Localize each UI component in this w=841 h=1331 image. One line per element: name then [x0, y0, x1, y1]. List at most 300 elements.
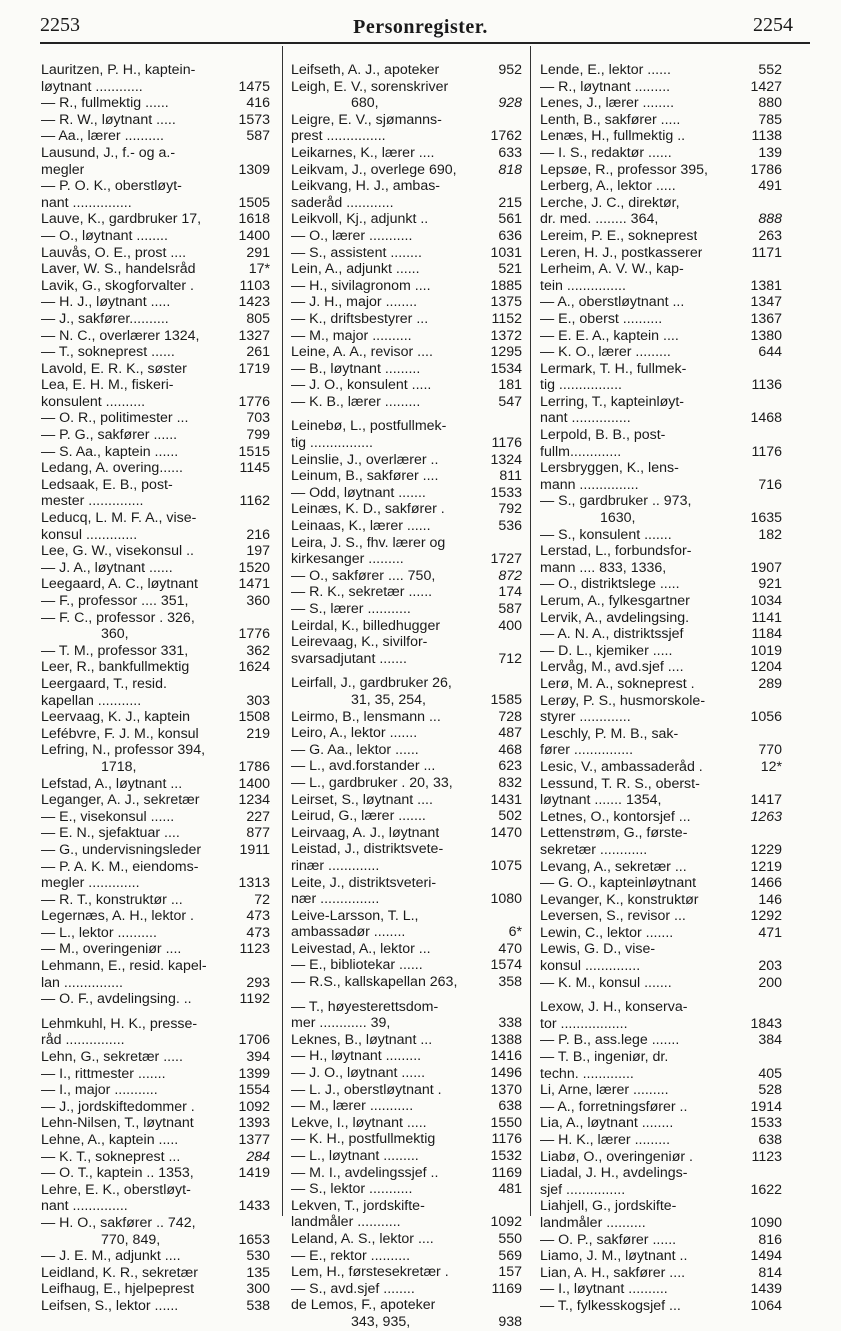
entry-page-number: 1092	[238, 1098, 270, 1115]
register-entry	[291, 758, 522, 775]
entry-text: Lervik, A., avdelingsing.	[540, 609, 690, 626]
register-entry	[41, 892, 270, 909]
register-entry	[41, 759, 270, 776]
register-entry	[291, 1048, 522, 1065]
register-entry	[291, 957, 522, 974]
entry-text: tig ................	[291, 435, 373, 452]
entry-text: — J. A., løytnant ......	[41, 559, 173, 576]
register-entry	[540, 278, 782, 295]
register-entry	[41, 676, 270, 693]
entry-text: Leversen, S., revisor ...	[540, 908, 686, 925]
register-entry	[291, 361, 522, 378]
entry-text: Leikvam, J., overlege 690,	[291, 161, 457, 178]
entry-text: rinær .............	[291, 857, 380, 874]
entry-page-number: 1727	[490, 551, 522, 568]
register-entry	[540, 1099, 782, 1116]
register-entry	[540, 311, 782, 328]
entry-text: Lehmann, E., resid. kapel-	[41, 958, 207, 975]
entry-page-number: 1123	[751, 1148, 782, 1165]
entry-text: — J. H., major ........	[291, 294, 418, 311]
entry-text: Lerø, M. A., sokneprest .	[540, 675, 695, 692]
entry-page-number: 1176	[491, 435, 522, 452]
entry-text: — H. J., løytnant .....	[41, 294, 171, 311]
register-entry	[41, 742, 270, 759]
entry-text: — K. T., sokneprest ...	[41, 1148, 181, 1165]
entry-text: Levanger, K., konstruktør	[540, 891, 699, 908]
register-entry	[41, 1265, 270, 1282]
register-entry	[41, 1099, 270, 1116]
entry-text: Li, Arne, lærer .........	[540, 1082, 669, 1099]
register-entry	[41, 1115, 270, 1132]
register-entry	[291, 1281, 522, 1298]
entry-page-number: 1034	[750, 593, 782, 609]
entry-text: Lefébvre, F. J. M., konsul	[41, 725, 199, 742]
entry-text: Lesic, V., ambassaderåd .	[540, 758, 703, 775]
entry-page-number: 1219	[750, 858, 782, 875]
register-entry	[291, 941, 522, 958]
register-entry	[41, 328, 270, 345]
entry-text: Lefstad, A., løytnant ...	[41, 775, 183, 792]
register-entry	[41, 859, 270, 876]
entry-text: Leirfall, J., gardbruker 26,	[291, 675, 452, 692]
entry-text: — G. O., kapteinløytnant	[540, 875, 697, 892]
entry-page-number: 792	[498, 501, 522, 518]
register-entry	[41, 1149, 270, 1166]
register-entry	[41, 427, 270, 444]
entry-text: Lavik, G., skogforvalter .	[41, 277, 194, 294]
register-entry	[291, 1098, 522, 1115]
entry-text: Leirevaag, K., sivilfor-	[291, 634, 428, 651]
entry-page-number: 1508	[238, 709, 270, 726]
entry-text: Lermark, T. H., fullmek-	[540, 360, 687, 377]
register-entry	[540, 527, 782, 544]
register-entry	[291, 692, 522, 709]
header-rule	[40, 42, 810, 44]
register-entry	[540, 709, 782, 726]
register-entry	[41, 377, 270, 394]
entry-text: — R., fullmektig ......	[41, 95, 169, 112]
entry-page-number: 289	[758, 675, 782, 692]
page-header	[0, 8, 841, 42]
entry-page-number: 1204	[750, 659, 782, 676]
entry-page-number: 6*	[508, 924, 522, 941]
entry-page-number: 1092	[490, 1214, 522, 1231]
entry-page-number: 587	[498, 601, 522, 617]
register-entry	[540, 610, 782, 627]
register-entry	[41, 1165, 270, 1182]
register-entry	[41, 145, 270, 162]
register-entry	[41, 1198, 270, 1215]
entry-text: Leinum, B., sakfører ....	[291, 468, 439, 485]
register-entry	[41, 726, 270, 743]
entry-page-number: 1515	[238, 443, 270, 460]
entry-page-number: 770	[758, 742, 782, 759]
register-entry	[41, 294, 270, 311]
register-entry	[540, 693, 782, 710]
entry-text: Leknes, B., løytnant ...	[291, 1031, 433, 1048]
entry-page-number: 1706	[238, 1032, 270, 1049]
entry-page-number: 1263	[750, 808, 782, 825]
register-entry	[540, 1049, 782, 1066]
entry-page-number: 473	[246, 908, 270, 925]
entry-page-number: 872	[498, 567, 522, 584]
register-entry	[41, 162, 270, 179]
entry-text: Leegaard, A. C., løytnant	[41, 576, 198, 593]
entry-page-number: 644	[758, 344, 782, 361]
register-entry	[540, 593, 782, 610]
entry-text: — M., major ..........	[291, 327, 412, 344]
entry-text: — J., sakfører..........	[41, 310, 169, 327]
register-entry	[41, 1132, 270, 1149]
entry-page-number: 1470	[490, 824, 522, 841]
register-entry	[41, 991, 270, 1008]
entry-text: kirkesanger .........	[291, 551, 404, 568]
entry-text: Leren, H. J., postkasserer	[540, 244, 703, 261]
entry-text: — J. E. M., adjunkt ....	[41, 1248, 181, 1265]
entry-page-number: 1534	[490, 360, 522, 377]
entry-text: 680,	[351, 95, 379, 112]
entry-text: Lehne, A., kaptein .....	[41, 1132, 179, 1148]
entry-page-number: 811	[499, 468, 522, 485]
register-entry	[540, 776, 782, 793]
entry-text: Leland, A. S., lektor ....	[291, 1230, 434, 1247]
entry-page-number: 1466	[750, 875, 782, 892]
register-entry	[41, 626, 270, 643]
register-entry	[41, 576, 270, 593]
entry-text: 770, 849,	[101, 1231, 161, 1248]
register-entry	[41, 659, 270, 676]
entry-text: råd ...............	[41, 1032, 125, 1049]
entry-page-number: 1400	[238, 775, 270, 792]
register-entry	[540, 1016, 782, 1033]
entry-text: Leirdal, K., billedhugger	[291, 617, 441, 634]
register-entry	[540, 759, 782, 776]
entry-text: — A., forretningsfører ..	[540, 1098, 688, 1115]
entry-page-number: 1550	[490, 1114, 522, 1131]
entry-page-number: 623	[498, 758, 522, 775]
entry-text: — L., avd.forstander ...	[291, 758, 436, 775]
register-entry	[540, 560, 782, 577]
entry-page-number: 1141	[751, 609, 782, 626]
entry-page-number: 471	[758, 924, 782, 941]
entry-page-number: 832	[498, 774, 522, 791]
entry-page-number: 215	[498, 194, 522, 211]
entry-page-number: 703	[246, 410, 270, 427]
entry-text: techn. .............	[540, 1065, 634, 1082]
register-entry	[540, 162, 782, 179]
entry-page-number: 174	[498, 584, 522, 601]
entry-page-number: 1776	[238, 626, 270, 643]
entry-text: Lerpold, B. B., post-	[540, 427, 666, 444]
entry-page-number: 633	[498, 144, 522, 161]
entry-text: Lerche, J. C., direktør,	[540, 194, 680, 211]
entry-text: konsul ..............	[540, 958, 641, 975]
register-entry	[291, 178, 522, 195]
entry-text: Ledsaak, E. B., post-	[41, 476, 173, 493]
entry-page-number: 638	[758, 1132, 782, 1148]
entry-text: megler .............	[41, 875, 140, 892]
entry-text: — O. F., avdelingsing. ..	[41, 991, 192, 1008]
entry-page-number: 284	[246, 1148, 270, 1165]
entry-text: — G., undervisningsleder	[41, 841, 202, 858]
entry-page-number: 1423	[238, 294, 270, 311]
entry-page-number: 550	[498, 1230, 522, 1247]
register-entry	[41, 527, 270, 544]
entry-text: — J., jordskiftedommer .	[41, 1098, 195, 1115]
entry-text: nær ...............	[291, 891, 380, 908]
entry-text: Lewin, C., lektor .......	[540, 924, 674, 941]
register-entry	[291, 742, 522, 759]
entry-text: Lerøy, P. S., husmorskole-	[540, 692, 706, 709]
entry-page-number: 227	[246, 808, 270, 825]
entry-text: — K. M., konsul .......	[540, 974, 672, 991]
entry-text: Liabø, O., overingeniør .	[540, 1148, 693, 1165]
register-entry	[41, 245, 270, 262]
entry-text: megler	[41, 161, 85, 178]
register-entry	[291, 667, 522, 675]
entry-text: — P. O. K., oberstløyt-	[41, 178, 182, 195]
register-entry	[291, 278, 522, 295]
register-entry	[540, 892, 782, 909]
entry-text: saderåd ............	[291, 194, 394, 211]
entry-page-number: 203	[758, 958, 782, 975]
entry-page-number: 1786	[750, 161, 782, 178]
register-entry	[291, 1131, 522, 1148]
entry-page-number: 181	[498, 377, 522, 394]
entry-page-number: 1381	[750, 277, 782, 294]
entry-page-number: 1762	[490, 128, 522, 145]
entry-text: Lerheim, A. V. W., kap-	[540, 261, 684, 278]
register-entry	[291, 974, 522, 991]
entry-text: lan ...............	[41, 974, 124, 991]
entry-text: — J. O., løytnant ......	[291, 1065, 426, 1082]
register-entry	[291, 709, 522, 726]
entry-text: 1718,	[101, 758, 137, 775]
entry-page-number: 481	[498, 1181, 522, 1198]
entry-text: — M. I., avdelingssjef ..	[291, 1164, 439, 1181]
register-entry	[291, 1198, 522, 1215]
entry-page-number: 1347	[750, 294, 782, 311]
register-entry	[540, 211, 782, 228]
register-entry	[540, 328, 782, 345]
entry-page-number: 384	[758, 1032, 782, 1049]
entry-page-number: 728	[498, 708, 522, 725]
entry-text: Ledang, A. overing......	[41, 460, 183, 477]
entry-text: Lerring, T., kapteinløyt-	[540, 393, 685, 410]
register-entry	[291, 568, 522, 585]
entry-text: sjef ...............	[540, 1181, 626, 1198]
register-entry	[291, 1314, 522, 1331]
entry-text: Lehre, E. K., oberstløyt-	[41, 1181, 191, 1198]
entry-page-number: 300	[246, 1281, 270, 1298]
entry-text: — S. Aa., kaptein ......	[41, 443, 179, 460]
entry-text: Lenth, B., sakfører .....	[540, 111, 681, 128]
entry-page-number: 1295	[490, 344, 522, 361]
entry-text: mester ..............	[41, 493, 144, 510]
entry-page-number: 1618	[238, 211, 270, 228]
entry-text: — A., oberstløytnant ...	[540, 294, 685, 311]
register-entry	[41, 693, 270, 710]
entry-page-number: 468	[498, 741, 522, 758]
entry-page-number: 200	[758, 974, 782, 991]
entry-text: Leinæs, K. D., sakfører .	[291, 501, 445, 518]
entry-text: sekretær ............	[540, 841, 648, 858]
entry-text: Lausund, J., f.- og a.-	[41, 144, 176, 161]
register-entry	[41, 261, 270, 278]
entry-page-number: 1475	[238, 78, 270, 95]
register-entry	[540, 245, 782, 262]
entry-text: — R. K., sekretær ......	[291, 584, 433, 601]
entry-page-number: 1427	[750, 78, 782, 95]
register-entry	[41, 311, 270, 328]
entry-text: Leivestad, A., lektor ...	[291, 940, 431, 957]
entry-text: Lauve, K., gardbruker 17,	[41, 211, 202, 228]
entry-page-number: 1417	[750, 792, 782, 809]
register-entry	[540, 792, 782, 809]
entry-text: — N. C., overlærer 1324,	[41, 327, 200, 344]
entry-page-number: 405	[758, 1065, 782, 1082]
register-entry	[291, 1181, 522, 1198]
entry-text: Lettenstrøm, G., første-	[540, 825, 688, 842]
register-entry	[540, 510, 782, 527]
entry-page-number: 952	[498, 62, 522, 78]
entry-page-number: 1138	[751, 128, 782, 145]
register-entry	[41, 79, 270, 96]
entry-text: Leite, J., distriktsveteri-	[291, 874, 437, 891]
entry-text: — L., løytnant .........	[291, 1148, 419, 1164]
entry-page-number: 1162	[239, 493, 270, 510]
entry-text: Lessund, T. R. S., oberst-	[540, 775, 700, 792]
register-entry	[540, 659, 782, 676]
entry-page-number: 1375	[490, 294, 522, 311]
page-number-left: 2253	[40, 14, 80, 36]
register-entry	[540, 825, 782, 842]
register-entry	[41, 278, 270, 295]
entry-text: Leducq, L. M. F. A., vise-	[41, 510, 197, 527]
register-entry	[291, 841, 522, 858]
entry-text: 1630,	[600, 510, 636, 527]
entry-text: — S., assistent ........	[291, 244, 422, 261]
entry-page-number: 1103	[239, 277, 270, 294]
register-entry	[291, 1115, 522, 1132]
entry-page-number: 1136	[751, 377, 782, 394]
entry-text: — K. O., lærer .........	[540, 344, 671, 361]
entry-text: — T., fylkesskogsjef ...	[540, 1297, 681, 1314]
entry-text: Leervaag, K. J., kaptein	[41, 709, 191, 726]
register-entry	[540, 410, 782, 427]
entry-page-number: 197	[246, 543, 270, 560]
entry-text: — R. T., konstruktør ...	[41, 891, 183, 908]
entry-page-number: 338	[498, 1015, 522, 1032]
entry-text: — O., sakfører .... 750,	[291, 567, 436, 584]
entry-page-number: 536	[498, 518, 522, 535]
entry-page-number: 1169	[491, 1164, 522, 1181]
entry-text: — I., rittmester .......	[41, 1065, 166, 1082]
register-entry	[41, 1281, 270, 1298]
entry-text: svarsadjutant .......	[291, 650, 407, 667]
entry-text: prest ...............	[291, 128, 386, 145]
register-entry	[41, 958, 270, 975]
entry-page-number: 1433	[238, 1198, 270, 1215]
register-entry	[540, 908, 782, 925]
entry-text: — F. C., professor . 326,	[41, 609, 195, 626]
entry-page-number: 1635	[750, 510, 782, 527]
register-entry	[291, 294, 522, 311]
entry-text: Leiro, A., lektor .......	[291, 725, 418, 742]
entry-text: — K. B., lærer .........	[291, 393, 421, 410]
register-entry	[291, 418, 522, 435]
entry-page-number: 1399	[238, 1065, 270, 1082]
entry-page-number: 1520	[238, 559, 270, 576]
register-entry	[41, 1016, 270, 1033]
register-entry	[41, 510, 270, 527]
register-entry	[291, 999, 522, 1016]
entry-text: Lerstad, L., forbundsfor-	[540, 543, 692, 560]
entry-page-number: 1439	[750, 1281, 782, 1298]
entry-page-number: 362	[246, 642, 270, 659]
entry-text: Lehn-Nilsen, T., løytnant	[41, 1115, 194, 1132]
register-entry	[291, 924, 522, 941]
entry-page-number: 416	[246, 95, 270, 112]
entry-page-number: 1171	[751, 244, 782, 261]
entry-page-number: 1786	[238, 758, 270, 775]
entry-page-number: 182	[758, 526, 782, 543]
register-entry	[291, 1148, 522, 1165]
entry-text: — B., løytnant .........	[291, 360, 421, 377]
register-entry	[540, 1298, 782, 1315]
register-entry	[540, 1182, 782, 1199]
entry-text: konsul .............	[41, 526, 138, 543]
entry-page-number: 1324	[490, 451, 522, 468]
entry-text: Lersbryggen, K., lens-	[540, 460, 679, 477]
register-entry	[41, 211, 270, 228]
entry-text: mann ...............	[540, 476, 639, 493]
entry-page-number: 1388	[490, 1031, 522, 1048]
entry-text: — K. H., postfullmektig	[291, 1131, 436, 1148]
entry-page-number: 1419	[238, 1165, 270, 1182]
entry-page-number: 636	[498, 227, 522, 244]
register-entry	[291, 825, 522, 842]
register-entry	[41, 593, 270, 610]
entry-text: Leikvoll, Kj., adjunkt ..	[291, 211, 429, 228]
entry-text: — H. O., sakfører .. 742,	[41, 1214, 196, 1231]
entry-text: Leinebø, L., postfullmek-	[291, 418, 447, 435]
entry-text: — O., lærer ...........	[291, 227, 413, 244]
entry-text: — H. K., lærer .........	[540, 1132, 671, 1148]
entry-page-number: 1377	[238, 1132, 270, 1148]
register-entry	[291, 1032, 522, 1049]
entry-text: ambassadør ........	[291, 924, 406, 941]
entry-text: de Lemos, F., apoteker	[291, 1297, 436, 1314]
entry-page-number: 638	[498, 1098, 522, 1115]
entry-page-number: 1370	[490, 1081, 522, 1098]
register-entry	[41, 460, 270, 477]
entry-page-number: 528	[758, 1082, 782, 1099]
register-entry	[540, 62, 782, 79]
entry-page-number: 938	[498, 1313, 522, 1330]
entry-page-number: 1533	[490, 484, 522, 501]
entry-text: Leikarnes, K., lærer ....	[291, 144, 435, 161]
register-entry	[41, 643, 270, 660]
register-entry	[291, 485, 522, 502]
register-entry	[540, 228, 782, 245]
page-title: Personregister.	[353, 16, 488, 38]
register-entry	[540, 128, 782, 145]
register-entry	[540, 1281, 782, 1298]
register-entry	[540, 842, 782, 859]
entry-page-number: 1776	[238, 393, 270, 410]
register-entry	[540, 1232, 782, 1249]
